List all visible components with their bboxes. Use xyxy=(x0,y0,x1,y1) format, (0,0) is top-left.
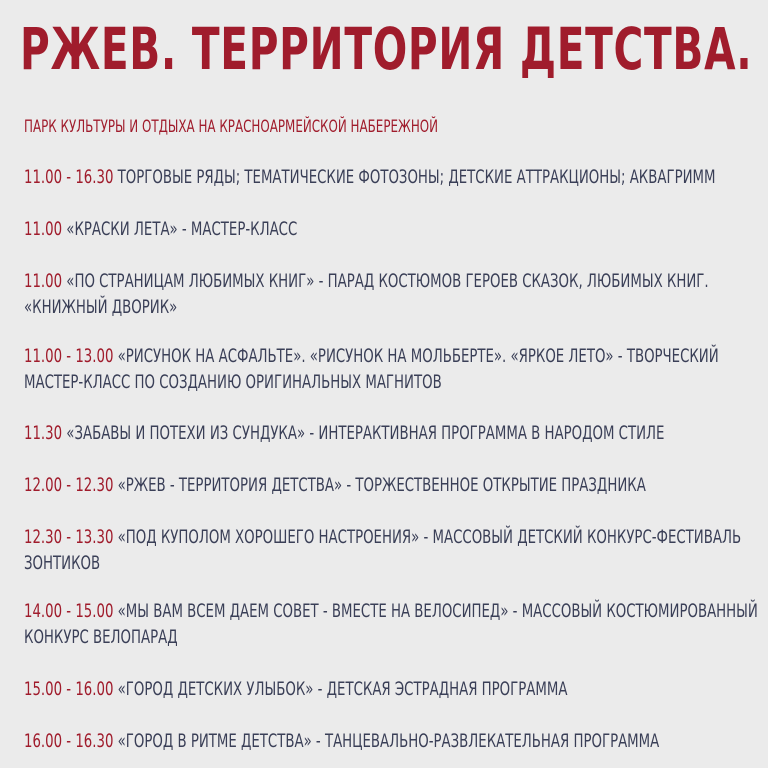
schedule-item xyxy=(24,268,710,320)
schedule-item xyxy=(24,420,710,446)
schedule-item xyxy=(24,164,716,190)
event-time: 11.00 - 13.00 xyxy=(24,345,114,367)
schedule-item xyxy=(24,472,710,498)
event-time: 11.00 xyxy=(24,218,63,240)
schedule-item xyxy=(24,216,710,242)
event-description: «МЫ ВАМ ВСЕМ ДАЕМ СОВЕТ - ВМЕСТЕ НА ВЕЛОСИПЕД» - МАССОВЫЙ КОСТЮМИРОВАННЫЙ xyxy=(113,600,758,622)
schedule-item xyxy=(24,676,710,702)
event-description: «ПО СТРАНИЦАМ ЛЮБИМЫХ КНИГ» - ПАРАД КОСТЮМОВ ГЕРОЕВ СКАЗОК, ЛЮБИМЫХ КНИГ. xyxy=(62,270,709,292)
event-time: 14.00 - 15.00 xyxy=(24,600,114,622)
schedule-item xyxy=(24,598,758,650)
event-time: 16.00 - 16.30 xyxy=(24,730,114,752)
schedule-item xyxy=(24,343,719,395)
event-description: «РИСУНОК НА АСФАЛЬТЕ». «РИСУНОК НА МОЛЬБЕРТЕ». «ЯРКОЕ ЛЕТО» - ТВОРЧЕСКИЙ xyxy=(113,345,719,367)
event-time: 12.00 - 12.30 xyxy=(24,474,114,496)
event-description: «РЖЕВ - ТЕРРИТОРИЯ ДЕТСТВА» - ТОРЖЕСТВЕННОЕ ОТКРЫТИЕ ПРАЗДНИКА xyxy=(113,474,646,496)
page-title: РЖЕВ. ТЕРРИТОРИЯ ДЕТСТВА. xyxy=(20,15,753,83)
event-description: «ГОРОД ДЕТСКИХ УЛЫБОК» - ДЕТСКАЯ ЭСТРАДНАЯ ПРОГРАММА xyxy=(113,678,568,700)
event-description: «ГОРОД В РИТМЕ ДЕТСТВА» - ТАНЦЕВАЛЬНО-РАЗВЛЕКАТЕЛЬНАЯ ПРОГРАММА xyxy=(113,730,660,752)
event-time: 11.30 xyxy=(24,422,63,444)
event-description-continued: КОНКУРС ВЕЛОПАРАД xyxy=(24,626,178,648)
schedule-item xyxy=(24,524,742,576)
event-description: «КРАСКИ ЛЕТА» - МАСТЕР-КЛАСС xyxy=(62,218,298,240)
event-time: 11.00 - 16.30 xyxy=(24,166,114,188)
event-description: «ЗАБАВЫ И ПОТЕХИ ИЗ СУНДУКА» - ИНТЕРАКТИВНАЯ ПРОГРАММА В НАРОДОМ СТИЛЕ xyxy=(62,422,665,444)
event-description-continued: ЗОНТИКОВ xyxy=(24,552,101,574)
event-description: ТОРГОВЫЕ РЯДЫ; ТЕМАТИЧЕСКИЕ ФОТОЗОНЫ; ДЕТСКИЕ АТТРАКЦИОНЫ; АКВАГРИММ xyxy=(113,166,716,188)
event-time: 12.30 - 13.30 xyxy=(24,526,114,548)
event-time: 15.00 - 16.00 xyxy=(24,678,114,700)
event-description-continued: «КНИЖНЫЙ ДВОРИК» xyxy=(24,296,178,318)
event-time: 11.00 xyxy=(24,270,63,292)
venue-subtitle: ПАРК КУЛЬТУРЫ И ОТДЫХА НА КРАСНОАРМЕЙСКОЙ НАБЕРЕЖНОЙ xyxy=(24,117,439,137)
event-description: «ПОД КУПОЛОМ ХОРОШЕГО НАСТРОЕНИЯ» - МАССОВЫЙ ДЕТСКИЙ КОНКУРС-ФЕСТИВАЛЬ xyxy=(113,526,742,548)
event-description-continued: МАСТЕР-КЛАСС ПО СОЗДАНИЮ ОРИГИНАЛЬНЫХ МАГНИТОВ xyxy=(24,371,442,393)
schedule-item xyxy=(24,728,710,754)
